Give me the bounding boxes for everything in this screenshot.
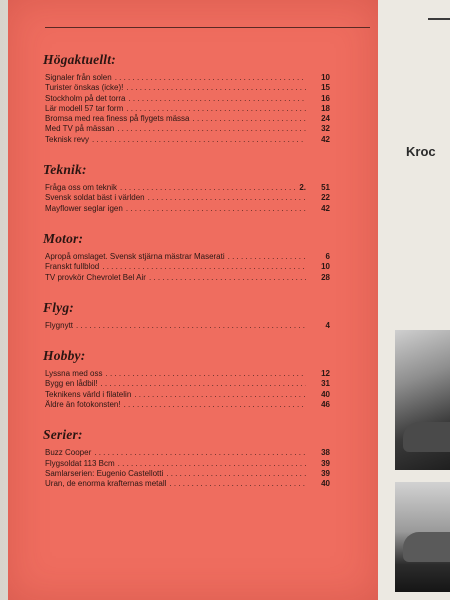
- toc-section: [45, 348, 330, 410]
- entry-page-number: 42: [321, 134, 330, 144]
- entry-title: Samlarserien: Eugenio Castellotti: [45, 468, 164, 478]
- entry-title: Flygnytt: [45, 320, 74, 330]
- toc-entry: [45, 94, 330, 104]
- toc-entry: [45, 379, 330, 389]
- entry-title: Teknisk revy: [45, 134, 90, 144]
- car-silhouette: [403, 422, 450, 452]
- entry-page-number: 4: [325, 320, 330, 330]
- facing-page-heading: Kroc: [406, 144, 436, 159]
- dot-leader: [102, 262, 306, 272]
- facing-page-rule: [428, 18, 450, 20]
- entry-page-number: 38: [321, 448, 330, 458]
- toc-entry: [45, 73, 330, 83]
- toc-entry: [45, 262, 330, 272]
- entry-page-number: 31: [321, 379, 330, 389]
- entry-page-number: 6: [325, 251, 330, 261]
- toc-entry: [45, 135, 330, 145]
- entry-page-number: 22: [321, 193, 330, 203]
- dot-leader: [126, 204, 306, 214]
- toc-entry: [45, 104, 330, 114]
- toc-entry: [45, 252, 330, 262]
- entry-title: Stockholm på det torra: [45, 93, 126, 103]
- toc-entry: [45, 479, 330, 489]
- toc-entry: [45, 469, 330, 479]
- entry-title: Franskt fullblod: [45, 262, 100, 272]
- entry-title: Teknikens värld i filatelin: [45, 389, 132, 399]
- entry-title: Med TV på mässan: [45, 124, 115, 134]
- entry-title: Mayflower seglar igen: [45, 203, 123, 213]
- dot-leader: [118, 459, 306, 469]
- dot-leader: [169, 479, 306, 489]
- dot-leader: [94, 448, 306, 458]
- dot-leader: [228, 252, 306, 262]
- entry-page-number: 40: [321, 389, 330, 399]
- car-photo-bottom: [395, 482, 450, 592]
- entry-title: Uran, de enorma krafternas metall: [45, 479, 167, 489]
- toc-section: [45, 231, 330, 283]
- toc-section: [45, 52, 330, 145]
- dot-leader: [193, 114, 306, 124]
- toc-entry: [45, 321, 330, 331]
- toc-entry: [45, 390, 330, 400]
- entry-page-number: 28: [321, 272, 330, 282]
- entry-title: Signaler från solen: [45, 73, 112, 82]
- section-heading: Serier:: [43, 427, 83, 443]
- entry-title: Turister önskas (icke)!: [45, 83, 124, 93]
- dot-leader: [120, 183, 297, 193]
- entry-extra-page: 2.: [299, 183, 306, 193]
- toc-section: [45, 300, 330, 331]
- entry-page-number: 51: [321, 183, 330, 193]
- dot-leader: [149, 273, 306, 283]
- dot-leader: [126, 83, 306, 93]
- dot-leader: [124, 400, 306, 410]
- entry-page-number: 42: [321, 203, 330, 213]
- entry-title: Svensk soldat bäst i världen: [45, 193, 145, 203]
- dot-leader: [134, 390, 306, 400]
- dot-leader: [148, 193, 306, 203]
- entry-title: Lär modell 57 tar form: [45, 103, 124, 113]
- entry-title: TV provkör Chevrolet Bel Air: [45, 272, 146, 282]
- toc-entry: [45, 400, 330, 410]
- dot-leader: [166, 469, 306, 479]
- dot-leader: [76, 321, 306, 331]
- entry-title: Lyssna med oss: [45, 369, 103, 379]
- entry-page-number: 12: [321, 369, 330, 379]
- toc-entry: [45, 273, 330, 283]
- section-heading: Flyg:: [43, 299, 74, 315]
- toc-entry: [45, 114, 330, 124]
- toc-entry: [45, 369, 330, 379]
- toc-entry: [45, 459, 330, 469]
- entry-page-number: 18: [321, 103, 330, 113]
- section-heading: Motor:: [43, 230, 84, 246]
- entry-title: Apropå omslaget. Svensk stjärna mästrar Maserati: [45, 251, 225, 261]
- entry-page-number: 10: [321, 262, 330, 272]
- toc-entry: [45, 204, 330, 214]
- entry-page-number: 24: [321, 114, 330, 124]
- toc-entry: [45, 124, 330, 134]
- dot-leader: [100, 379, 306, 389]
- section-heading: Teknik:: [43, 162, 87, 178]
- toc-section: [45, 162, 330, 214]
- toc-entry: [45, 448, 330, 458]
- top-divider: [45, 27, 370, 28]
- entry-title: Flygsoldat 113 Bcm: [45, 458, 115, 468]
- toc-entry: [45, 183, 330, 193]
- dot-leader: [126, 104, 306, 114]
- entry-title: Bygg en lådbil!: [45, 379, 98, 389]
- car-photo-top: [395, 330, 450, 470]
- entry-page-number: 39: [321, 458, 330, 468]
- section-heading: Hobby:: [43, 348, 86, 364]
- toc-entry: [45, 83, 330, 93]
- car-silhouette: [403, 532, 450, 562]
- entry-page-number: 46: [321, 400, 330, 410]
- entry-title: Äldre än fotokonsten!: [45, 400, 121, 410]
- entry-page-number: 15: [321, 83, 330, 93]
- dot-leader: [128, 94, 306, 104]
- table-of-contents: [45, 52, 330, 490]
- entry-page-number: 39: [321, 468, 330, 478]
- entry-title: Buzz Cooper: [45, 448, 92, 458]
- dot-leader: [106, 369, 306, 379]
- toc-section: [45, 427, 330, 489]
- entry-page-number: 10: [321, 73, 330, 82]
- entry-title: Fråga oss om teknik: [45, 183, 118, 193]
- entry-page-number: 16: [321, 93, 330, 103]
- entry-page-number: 32: [321, 124, 330, 134]
- section-heading: Högaktuellt:: [43, 52, 116, 67]
- dot-leader: [92, 135, 306, 145]
- entry-title: Bromsa med rea finess på flygets mässa: [45, 114, 190, 124]
- dot-leader: [117, 124, 306, 134]
- toc-entry: [45, 193, 330, 203]
- entry-page-number: 40: [321, 479, 330, 489]
- dot-leader: [115, 73, 306, 83]
